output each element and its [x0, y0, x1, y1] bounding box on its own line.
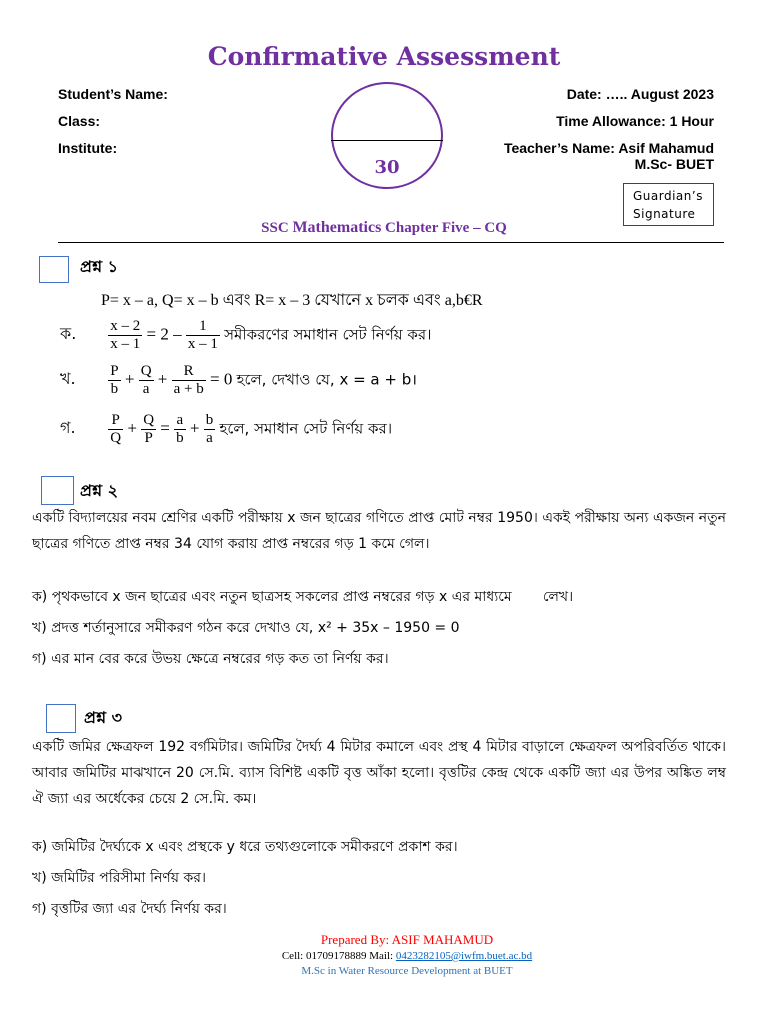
q1-c-label: গ.: [60, 418, 76, 438]
denominator: b: [110, 381, 119, 397]
date-label: Date: ….. August 2023: [566, 86, 714, 102]
q1-a-text: সমীকরণের সমাধান সেট নির্ণয় কর।: [224, 325, 432, 344]
header-rule: [58, 242, 724, 243]
denominator: x – 1: [110, 336, 141, 352]
denominator: P: [144, 430, 153, 446]
denominator: a + b: [173, 381, 204, 397]
q1-given: P= x – a, Q= x – b এবং R= x – 3 যেখানে x চলক এবং a,b€R: [101, 292, 483, 309]
fraction: [174, 412, 186, 447]
equals-two-minus: = 2 –: [146, 324, 182, 344]
numerator: P: [108, 412, 123, 430]
time-allowance-label: Time Allowance: 1 Hour: [556, 113, 714, 129]
cell-text: Cell: 01709178889 Mail:: [281, 950, 396, 962]
q3-part-a: ক) জমিটির দৈর্ঘ্যকে x এবং প্রস্থকে y ধরে তথ্যগুলোকে সমীকরণে প্রকাশ কর।: [32, 839, 458, 855]
numerator: Q: [140, 363, 152, 379]
denominator: b: [176, 430, 184, 446]
numerator: R: [172, 363, 206, 381]
institute-label: Institute:: [58, 140, 118, 156]
subtitle: [0, 219, 768, 237]
prepared-by: Prepared By: ASIF MAHAMUD: [320, 932, 494, 947]
q3-part-b: খ) জমিটির পরিসীমা নির্ণয় কর।: [32, 870, 206, 886]
fraction: [108, 363, 120, 398]
q2-label: প্রশ্ন ২: [80, 481, 118, 500]
credentials: M.Sc in Water Resource Development at BUET: [301, 965, 513, 977]
q1-c-text: হলে, সমাধান সেট নির্ণয় কর।: [219, 419, 393, 438]
class-label: Class:: [58, 113, 101, 129]
q1-b-text: হলে, দেখাও যে, x = a + b।: [236, 370, 417, 389]
fraction: [139, 363, 154, 398]
numerator: a: [174, 412, 186, 430]
q1-part-c: গ. $\frac{P}{Q}$ + $\frac{Q}{P}$ = $\frac{a}{b}$ + $\frac{b}{a}$ হলে, সমাধান সেট নির্ণয় কর।: [60, 412, 393, 446]
q3-label: প্রশ্ন ৩: [84, 708, 122, 727]
contact-line: [0, 950, 768, 962]
q1-b-label: খ.: [60, 369, 76, 389]
q1-part-a: [60, 318, 432, 353]
q2-part-b: খ) প্রদত্ত শর্তানুসারে সমীকরণ গঠন করে দেখাও যে, x² + 35x – 1950 = 0: [32, 620, 460, 636]
denominator: a: [206, 430, 213, 446]
fraction: [108, 412, 123, 447]
subtitle-subject: Mathematics: [292, 219, 382, 236]
student-name-label: Student’s Name:: [58, 86, 168, 102]
fraction: [141, 412, 156, 447]
q2-checkbox[interactable]: [41, 476, 74, 505]
guardian-signature-box: Guardian’s Signature: [623, 183, 714, 226]
teacher-degree-label: M.Sc- BUET: [634, 156, 714, 172]
q1-a-label: ক.: [60, 324, 77, 344]
q3-checkbox[interactable]: [46, 704, 76, 733]
fraction: [108, 318, 142, 353]
mail-link[interactable]: 0423282105@iwfm.buet.ac.bd: [395, 950, 533, 962]
total-marks: 30: [374, 157, 400, 178]
numerator: 1: [186, 318, 220, 336]
fraction: [172, 363, 206, 398]
score-divider: [331, 140, 443, 141]
q2-part-a: ক) পৃথকভাবে x জন ছাত্রের এবং নতুন ছাত্রসহ সকলের প্রাপ্ত নম্বরের গড় x এর মাধ্যমে লেখ।: [32, 589, 574, 605]
equals-zero: = 0: [210, 369, 233, 389]
q3-part-c: গ) বৃত্তটির জ্যা এর দৈর্ঘ্য নির্ণয় কর।: [32, 901, 227, 917]
q2-stem: একটি বিদ্যালয়ের নবম শ্রেণির একটি পরীক্ষায় x জন ছাত্রের গণিতে প্রাপ্ত মোট নম্বর 1950। একই পরীক্ষায় অন্য একজন নতুন ছাত্রের গণিতে প্রাপ্ত নম্বর 34 যোগ করায় প্রাপ্ত নম্বরের গড় 1 কমে গেল।: [32, 510, 726, 552]
page-title: Confirmative Assessment: [207, 42, 561, 71]
q2-part-c: গ) এর মান বের করে উভয় ক্ষেত্রে নম্বরের গড় কত তা নির্ণয় কর।: [32, 651, 389, 667]
q1-checkbox[interactable]: [39, 256, 69, 283]
numerator: Q: [143, 412, 155, 428]
q1-label: প্রশ্ন ১: [80, 257, 118, 276]
subtitle-prefix: SSC: [261, 220, 293, 236]
denominator: x – 1: [187, 336, 218, 352]
denominator: Q: [110, 430, 122, 446]
fraction: [204, 412, 216, 447]
denominator: a: [142, 381, 150, 397]
q3-stem: একটি জমির ক্ষেত্রফল 192 বর্গমিটার। জমিটির দৈর্ঘ্য 4 মিটার কমালে এবং প্রস্থ 4 মিটার বাড়ালে ক্ষেত্রফল অপরিবর্তিত থাকে। আবার জমিটির মাঝখানে 20 সে.মি. ব্যাস বিশিষ্ট একটি বৃত্ত আঁকা হলো। বৃত্তটির কেন্দ্র থেকে একটি জ্যা এর উপর অঙ্কিত লম্ব ঐ জ্যা এর অর্ধেকের চেয়ে 2 সে.মি. কম।: [32, 739, 726, 807]
teacher-name-label: Teacher’s Name: Asif Mahamud: [503, 140, 714, 156]
numerator: P: [110, 363, 119, 379]
q1-part-b: খ. $\frac{P}{b}$ + $\frac{Q}{a}$ + $\frac{R}{a + b}$ = 0 হলে, দেখাও যে, x = a + b।: [60, 363, 417, 397]
numerator: x – 2: [110, 318, 141, 334]
subtitle-chapter: Chapter Five – CQ: [381, 220, 507, 236]
fraction: [186, 318, 220, 353]
numerator: b: [205, 412, 214, 428]
